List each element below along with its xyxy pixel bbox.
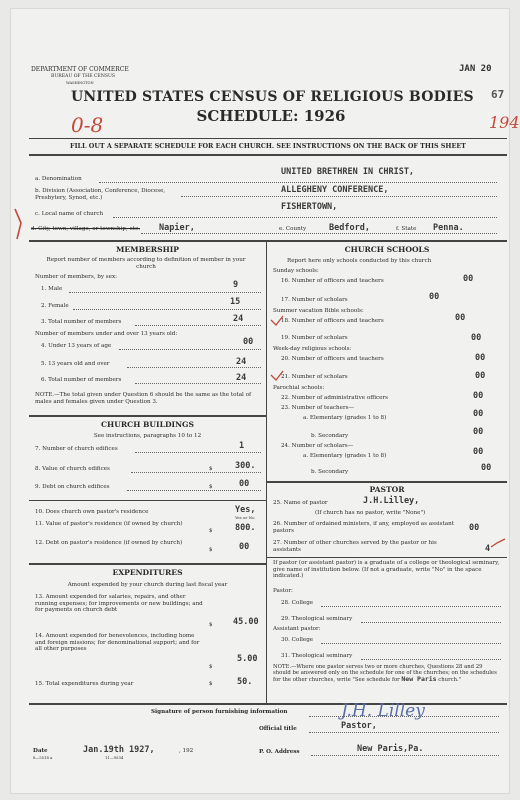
- q20-label: 20. Number of officers and teachers: [281, 356, 384, 362]
- fill-line: [135, 383, 261, 384]
- q25-note: (If church has no pastor, write "None"): [315, 510, 426, 516]
- form-title: UNITED STATES CENSUS OF RELIGIOUS BODIES: [71, 89, 474, 105]
- church-name-value: FISHERTOWN,: [281, 202, 338, 212]
- sunday-label: Sunday schools:: [273, 268, 319, 274]
- q13-label: 13. Amount expended for salaries, repairs, and other running expenses; for improvements or new buildings; and for payments on church debt: [35, 594, 203, 614]
- date-label: Date: [33, 748, 48, 754]
- q7-value: 1: [239, 441, 245, 451]
- q3-value: 24: [233, 314, 244, 324]
- fill-line: [119, 349, 261, 350]
- fill-line: [181, 196, 497, 197]
- q24b-value: 00: [481, 463, 492, 473]
- q12-value: 00: [239, 542, 250, 552]
- q23a-value: 00: [473, 409, 484, 419]
- q24-label: 24. Number of scholars—: [281, 443, 354, 449]
- q26-value: 00: [469, 523, 480, 533]
- fill-line: [361, 622, 501, 623]
- rule: [266, 557, 507, 558]
- state-value: Penna.: [433, 223, 464, 233]
- census-schedule-page: [10, 8, 520, 794]
- membership-intro: Report number of members according to definition of member in your church: [46, 257, 246, 270]
- q23b-value: 00: [473, 427, 484, 437]
- q3-label: 3. Total number of members: [41, 319, 122, 325]
- q22-label: 22. Number of administrative officers: [281, 395, 388, 401]
- summer-label: Summer vacation Bible schools:: [273, 308, 364, 314]
- q29-label: 29. Theological seminary: [281, 616, 353, 622]
- q21-value: 00: [475, 371, 486, 381]
- q10-value: Yes,: [235, 505, 256, 515]
- assistant-label: Assistant pastor:: [273, 626, 321, 632]
- q19-label: 19. Number of scholars: [281, 335, 348, 341]
- q10-label: 10. Does church own pastor's residence: [35, 509, 149, 515]
- q22-value: 00: [473, 391, 484, 401]
- q23b-label: b. Secondary: [311, 433, 349, 439]
- handwritten-code: 0-8: [71, 113, 104, 137]
- red-check-mark-icon: [269, 369, 285, 383]
- q25-value: J.H.Lilley,: [363, 496, 420, 506]
- q9-value: 00: [239, 479, 250, 489]
- final-note: [273, 664, 501, 684]
- q7-label: 7. Number of church edifices: [35, 446, 118, 452]
- q26-label: 26. Number of ordained ministers, if any, employed as assistant pastors: [273, 521, 454, 534]
- q19-value: 00: [471, 333, 482, 343]
- q24a-label: a. Elementary (grades 1 to 8): [303, 453, 387, 459]
- corner-number: 67: [491, 88, 505, 101]
- rule: [29, 563, 266, 565]
- q13-dollar: $: [209, 622, 213, 628]
- county-label: e. County: [279, 226, 307, 232]
- q20-value: 00: [475, 353, 486, 363]
- date-suffix: , 192: [179, 748, 194, 754]
- rule: [29, 703, 507, 705]
- q13-value: 45.00: [233, 617, 259, 627]
- q14-dollar: $: [209, 664, 213, 670]
- q31-label: 31. Theological seminary: [281, 653, 353, 659]
- official-title-value: Pastor,: [341, 721, 377, 731]
- q30-label: 30. College: [281, 637, 314, 643]
- official-title-label: Official title: [259, 726, 297, 732]
- q4-label: 4. Under 13 years of age: [41, 343, 112, 349]
- schools-intro: Report here only schools conducted by this church: [287, 258, 432, 264]
- q15-label: 15. Total expenditures during year: [35, 681, 134, 687]
- q6-value: 24: [236, 373, 247, 383]
- q11-dollar: $: [209, 528, 213, 534]
- q15-dollar: $: [209, 681, 213, 687]
- po-address-label: P. O. Address: [259, 749, 300, 755]
- rule: [29, 138, 507, 139]
- handwritten-corner-number: 194: [489, 113, 520, 132]
- q27-label: 27. Number of other churches served by the pastor or his assistants: [273, 540, 437, 553]
- q11-value: 800.: [235, 523, 256, 533]
- fill-line: [135, 452, 261, 453]
- q16-label: 16. Number of officers and teachers: [281, 278, 384, 284]
- column-divider: [266, 240, 267, 703]
- signature: J.H. Lilley: [341, 701, 425, 721]
- q9-label: 9. Debt on church edifices: [35, 484, 110, 490]
- buildings-intro: See instructions, paragraphs 10 to 12: [93, 433, 202, 439]
- by-sex-label: Number of members, by sex:: [35, 274, 118, 280]
- q6-label: 6. Total number of members: [41, 377, 122, 383]
- fill-line: [127, 367, 261, 368]
- fill-line: [321, 643, 501, 644]
- division-label: b. Division (Association, Conference, Diocese, Presbytery, Synod, etc.): [35, 188, 166, 201]
- received-date-stamp: JAN 20: [459, 64, 492, 74]
- bureau-label: BUREAU OF THE CENSUS: [51, 74, 116, 79]
- pastor-sub-label: Pastor:: [273, 588, 293, 594]
- q21-label: 21. Number of scholars: [281, 374, 348, 380]
- q15-value: 50.: [237, 677, 253, 687]
- q16-value: 00: [463, 274, 474, 284]
- church-name-label: c. Local name of church: [35, 211, 104, 217]
- rule: [29, 415, 266, 417]
- buildings-heading: CHURCH BUILDINGS: [101, 420, 194, 429]
- state-label: f. State: [396, 226, 417, 232]
- q12-label: 12. Debt on pastor's residence (if owned by church): [35, 540, 183, 546]
- q9-dollar: $: [209, 484, 213, 490]
- q4-value: 00: [243, 337, 254, 347]
- fill-line: [309, 732, 499, 733]
- red-check-mark-icon: [11, 205, 31, 245]
- q2-value: 15: [230, 297, 241, 307]
- q14-label: 14. Amount expended for benevolences, including home and foreign missions; for denominational support; and for all other purposes: [35, 633, 200, 653]
- red-check-mark-icon: [269, 314, 285, 328]
- date-value: Jan.19th 1927,: [83, 745, 155, 755]
- q25-label: 25. Name of pastor: [273, 500, 328, 506]
- city-label: d. City, town, village, or township, etc.: [31, 226, 140, 232]
- q17-label: 17. Number of scholars: [281, 297, 348, 303]
- q8-value: 300.: [235, 461, 256, 471]
- parochial-label: Parochial schools:: [273, 385, 325, 391]
- q23a-label: a. Elementary (grades 1 to 8): [303, 415, 387, 421]
- form-number-2: 11—9534: [105, 755, 124, 760]
- rule: [29, 500, 266, 501]
- weekday-label: Week-day religious schools:: [273, 346, 352, 352]
- fill-line: [127, 490, 261, 491]
- final-note-tail: church.": [438, 677, 462, 684]
- q18-label: 18. Number of officers and teachers: [281, 318, 384, 324]
- schools-heading: CHURCH SCHOOLS: [344, 245, 430, 254]
- rule: [266, 481, 507, 483]
- fill-line: [141, 233, 497, 234]
- q1-value: 9: [233, 280, 239, 290]
- city-label: WASHINGTON: [66, 81, 94, 85]
- signature-label: Signature of person furnishing information: [151, 709, 288, 715]
- q1-label: 1. Male: [41, 286, 63, 292]
- age-intro-label: Number of members under and over 13 years old:: [35, 331, 178, 337]
- denomination-value: UNITED BRETHREN IN CHRIST,: [281, 167, 415, 177]
- q8-label: 8. Value of church edifices: [35, 466, 110, 472]
- q8-dollar: $: [209, 466, 213, 472]
- red-check-mark-icon: [489, 537, 507, 551]
- q23-label: 23. Number of teachers—: [281, 405, 355, 411]
- q24b-label: b. Secondary: [311, 469, 349, 475]
- po-address-value: New Paris,Pa.: [357, 744, 424, 754]
- fill-line: [99, 182, 497, 183]
- pastor-heading: PASTOR: [369, 485, 405, 494]
- q12-dollar: $: [209, 547, 213, 553]
- expenditures-intro: Amount expended by your church during last fiscal year: [67, 582, 228, 588]
- fill-line: [113, 217, 497, 218]
- q24a-value: 00: [473, 447, 484, 457]
- fill-line: [135, 325, 261, 326]
- final-note-text: NOTE.—Where one pastor serves two or more churches, Questions 28 and 29 should be answered only on the schedule for one of the churches; on the schedules for the other churches, write "See schedule for: [273, 664, 497, 684]
- q17-value: 00: [429, 292, 440, 302]
- q5-label: 5. 13 years old and over: [41, 361, 110, 367]
- county-value: Bedford,: [329, 223, 370, 233]
- schedule-title: SCHEDULE: 1926: [196, 107, 346, 125]
- yes-no-hint: Yes or No: [235, 515, 255, 520]
- final-note-fill: New Paris: [401, 675, 437, 684]
- q27-value: 4: [485, 544, 491, 554]
- rule: [29, 240, 507, 242]
- q14-value: 5.00: [237, 654, 258, 664]
- q28-label: 28. College: [281, 600, 314, 606]
- fill-line: [321, 606, 501, 607]
- schedule-instruction: FILL OUT A SEPARATE SCHEDULE FOR EACH CHURCH. SEE INSTRUCTIONS ON THE BACK OF THIS SHEET: [70, 142, 466, 150]
- membership-heading: MEMBERSHIP: [115, 245, 180, 254]
- fill-line: [73, 309, 261, 310]
- division-value: ALLEGHENY CONFERENCE,: [281, 185, 389, 195]
- expenditures-heading: EXPENDITURES: [112, 568, 183, 577]
- city-value: Napier,: [159, 223, 195, 233]
- rule: [29, 154, 507, 156]
- fill-line: [69, 292, 261, 293]
- q5-value: 24: [236, 357, 247, 367]
- form-number: 8—5518 a: [33, 755, 53, 760]
- denomination-label: a. Denomination: [35, 176, 82, 182]
- q2-label: 2. Female: [41, 303, 69, 309]
- fill-line: [311, 755, 499, 756]
- fill-line: [361, 659, 501, 660]
- q11-label: 11. Value of pastor's residence (if owned by church): [35, 521, 183, 527]
- membership-note: NOTE.—The total given under Question 6 should be the same as the total of males and females given under Question 3.: [35, 392, 252, 405]
- fill-line: [131, 472, 261, 473]
- q18-value: 00: [455, 313, 466, 323]
- department-label: DEPARTMENT OF COMMERCE: [31, 66, 129, 73]
- graduate-note: If pastor (or assistant pastor) is a graduate of a college or theological seminary, give name of institution below. (If not a graduate, write "No" in the space indicated.): [273, 560, 500, 580]
